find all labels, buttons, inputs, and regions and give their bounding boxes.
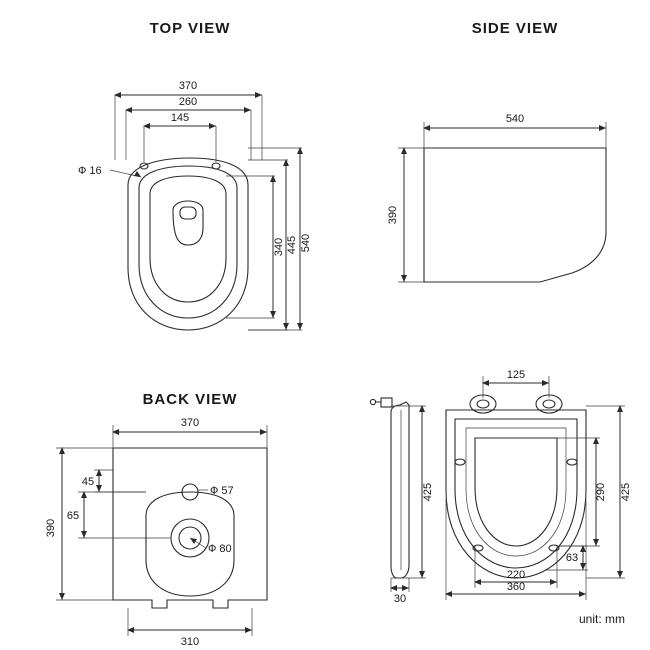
seat-hinge-cup-left-inner	[477, 400, 489, 408]
top-view-title: TOP VIEW	[149, 20, 231, 37]
seat-dim-290-label: 290	[595, 482, 607, 502]
top-view-hole-leader-arrow	[134, 171, 141, 177]
back-dim-310-label: 310	[180, 636, 200, 648]
seat-dim-425-side-label: 425	[422, 482, 434, 502]
back-view-title: BACK VIEW	[142, 391, 238, 408]
side-view-title: SIDE VIEW	[471, 20, 559, 37]
top-dim-340-label: 340	[273, 237, 285, 257]
top-view-fixing-hole-right	[212, 163, 220, 169]
back-outlet-leader-arrow	[190, 538, 197, 544]
seat-hinge-bracket	[381, 398, 392, 407]
top-view-bowl-outline	[128, 158, 248, 330]
seat-dim-30-label: 30	[393, 593, 407, 605]
seat-dim-125-label: 125	[506, 369, 526, 381]
seat-dim-360-label: 360	[506, 581, 526, 593]
top-view-rim-inner	[139, 166, 237, 318]
top-dim-370-label: 370	[178, 80, 198, 92]
back-upper-hole-label: Ф 57	[210, 485, 234, 497]
side-dim-390-label: 390	[387, 205, 399, 225]
seat-bumper-upper-left	[455, 459, 465, 465]
back-dim-45-label: 45	[81, 476, 95, 488]
seat-side-profile	[391, 402, 409, 578]
seat-dim-425-label: 425	[620, 482, 632, 502]
seat-opening	[475, 438, 557, 546]
seat-hinge-cup-right-inner	[543, 400, 555, 408]
top-view-hole-dia-label: Ф 16	[78, 165, 102, 177]
seat-hinge-pin-head	[370, 399, 375, 404]
back-dim-65-label: 65	[66, 510, 80, 522]
side-view-body-outline	[424, 148, 606, 282]
top-view-flush-outlet	[173, 201, 203, 245]
back-view-outline	[113, 448, 267, 608]
seat-dim-63-label: 63	[565, 552, 579, 564]
seat-bumper-upper-right	[567, 459, 577, 465]
seat-dim-220-label: 220	[506, 569, 526, 581]
top-dim-260-label: 260	[178, 96, 198, 108]
top-dim-145-label: 145	[170, 112, 190, 124]
back-dim-370-label: 370	[180, 417, 200, 429]
back-outlet-dia-label: Ф 80	[208, 543, 232, 555]
side-dim-540-label: 540	[505, 113, 525, 125]
back-dim-390-label: 390	[45, 518, 57, 538]
top-dim-540-label: 540	[300, 233, 312, 253]
top-view-outlet-slot	[180, 207, 196, 219]
unit-note: unit: mm	[578, 612, 625, 626]
top-view-bowl-opening	[150, 176, 226, 302]
seat-ring-inner	[466, 428, 566, 556]
top-dim-445-label: 445	[286, 235, 298, 255]
